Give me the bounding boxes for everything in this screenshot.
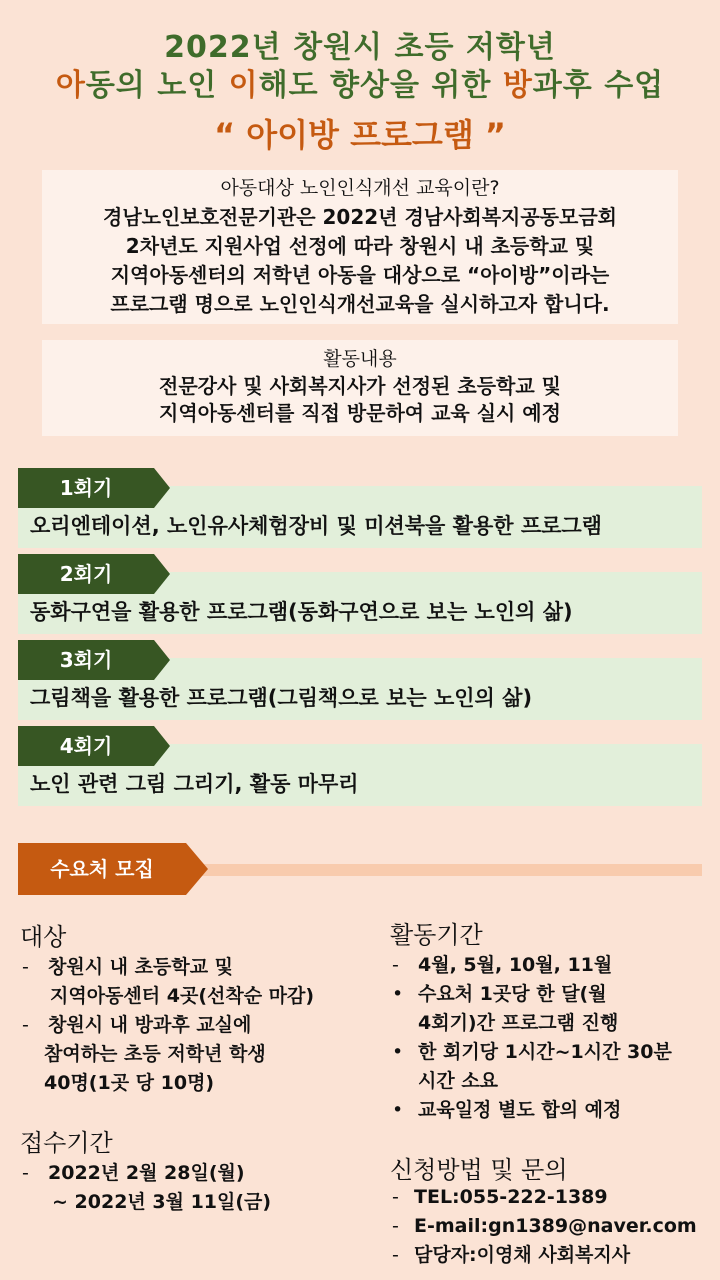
dash-icon: - [22,1014,29,1036]
period-item: ~ 2022년 3월 11일(금) [52,1191,272,1213]
dash-icon: - [392,1186,399,1208]
activity-period-item: 교육일정 별도 합의 예정 [418,1099,622,1121]
activity-box [42,340,678,436]
intro-line: 지역아동센터의 저학년 아동을 대상으로 “아이방”이라는 [110,263,610,287]
session-desc: 동화구연을 활용한 프로그램(동화구연으로 보는 노인의 삶) [30,600,573,624]
title-line-2 [0,60,720,104]
title-highlight-i: 이 [228,68,259,103]
program-title: “ 아이방 프로그램 ” [214,116,506,154]
session-3 [18,640,702,720]
bullet-icon: • [392,1041,404,1063]
target-item: 참여하는 초등 저학년 학생 [44,1043,266,1065]
session-4 [18,726,702,806]
intro-line: 경남노인보호전문기관은 2022년 경남사회복지공동모금회 [103,205,617,229]
dash-icon: - [392,1244,399,1266]
activity-period-heading: 활동기간 [390,921,483,949]
activity-period-item: 4회기)간 프로그램 진행 [418,1012,619,1034]
title-text-a: 동의 노인 [85,68,229,103]
title-highlight-a: 아 [55,68,86,103]
activity-heading: 활동내용 [323,348,397,370]
session-desc: 그림책을 활용한 프로그램(그림책으로 보는 노인의 삶) [30,686,533,710]
title-text-c: 과후 수업 [532,68,665,103]
period-item: 2022년 2월 28일(월) [48,1162,245,1184]
target-item: 지역아동센터 4곳(선착순 마감) [50,985,315,1007]
activity-period-item: 시간 소요 [418,1070,499,1092]
dash-icon: - [22,956,29,978]
activity-period-item: 수요처 1곳당 한 달(월 [418,983,607,1005]
dash-icon: - [392,1215,399,1237]
target-heading: 대상 [20,923,67,951]
target-item: 창원시 내 방과후 교실에 [48,1014,252,1036]
activity-line: 지역아동센터를 직접 방문하여 교육 실시 예정 [159,401,561,425]
title-text-b: 해도 향상을 위한 [258,68,503,103]
intro-heading: 아동대상 노인인식개선 교육이란? [220,177,500,199]
session-2 [18,554,702,634]
session-1 [18,468,702,548]
period-heading: 접수기간 [20,1129,113,1157]
apply-contact: 담당자:이영채 사회복지사 [414,1244,631,1266]
bullet-icon: • [392,1099,404,1121]
session-tag: 1회기 [18,468,154,508]
session-desc: 오리엔테이션, 노인유사체험장비 및 미션북을 활용한 프로그램 [30,514,602,538]
dash-icon: - [22,1162,29,1184]
activity-period-item: 한 회기당 1시간~1시간 30분 [418,1041,672,1063]
session-tag: 4회기 [18,726,154,766]
apply-email: E-mail:gn1389@naver.com [414,1215,697,1237]
recruit-divider [190,864,702,876]
intro-box [42,170,678,324]
apply-heading: 신청방법 및 문의 [390,1156,568,1184]
activity-period-item: 4월, 5월, 10월, 11월 [418,954,613,976]
title-highlight-bang: 방 [502,68,533,103]
apply-phone: TEL:055-222-1389 [414,1186,608,1208]
activity-line: 전문강사 및 사회복지사가 선정된 초등학교 및 [159,374,561,398]
session-tag: 2회기 [18,554,154,594]
title-line-1: 2022년 창원시 초등 저학년 [164,30,556,65]
intro-line: 2차년도 지원사업 선정에 따라 창원시 내 초등학교 및 [125,234,595,258]
intro-line: 프로그램 명으로 노인인식개선교육을 실시하고자 합니다. [110,292,610,316]
session-tag: 3회기 [18,640,154,680]
bullet-icon: • [392,983,404,1005]
recruit-tag: 수요처 모집 [18,843,186,895]
target-item: 40명(1곳 당 10명) [44,1072,215,1094]
session-desc: 노인 관련 그림 그리기, 활동 마무리 [30,772,359,796]
dash-icon: - [392,954,399,976]
target-item: 창원시 내 초등학교 및 [48,956,234,978]
